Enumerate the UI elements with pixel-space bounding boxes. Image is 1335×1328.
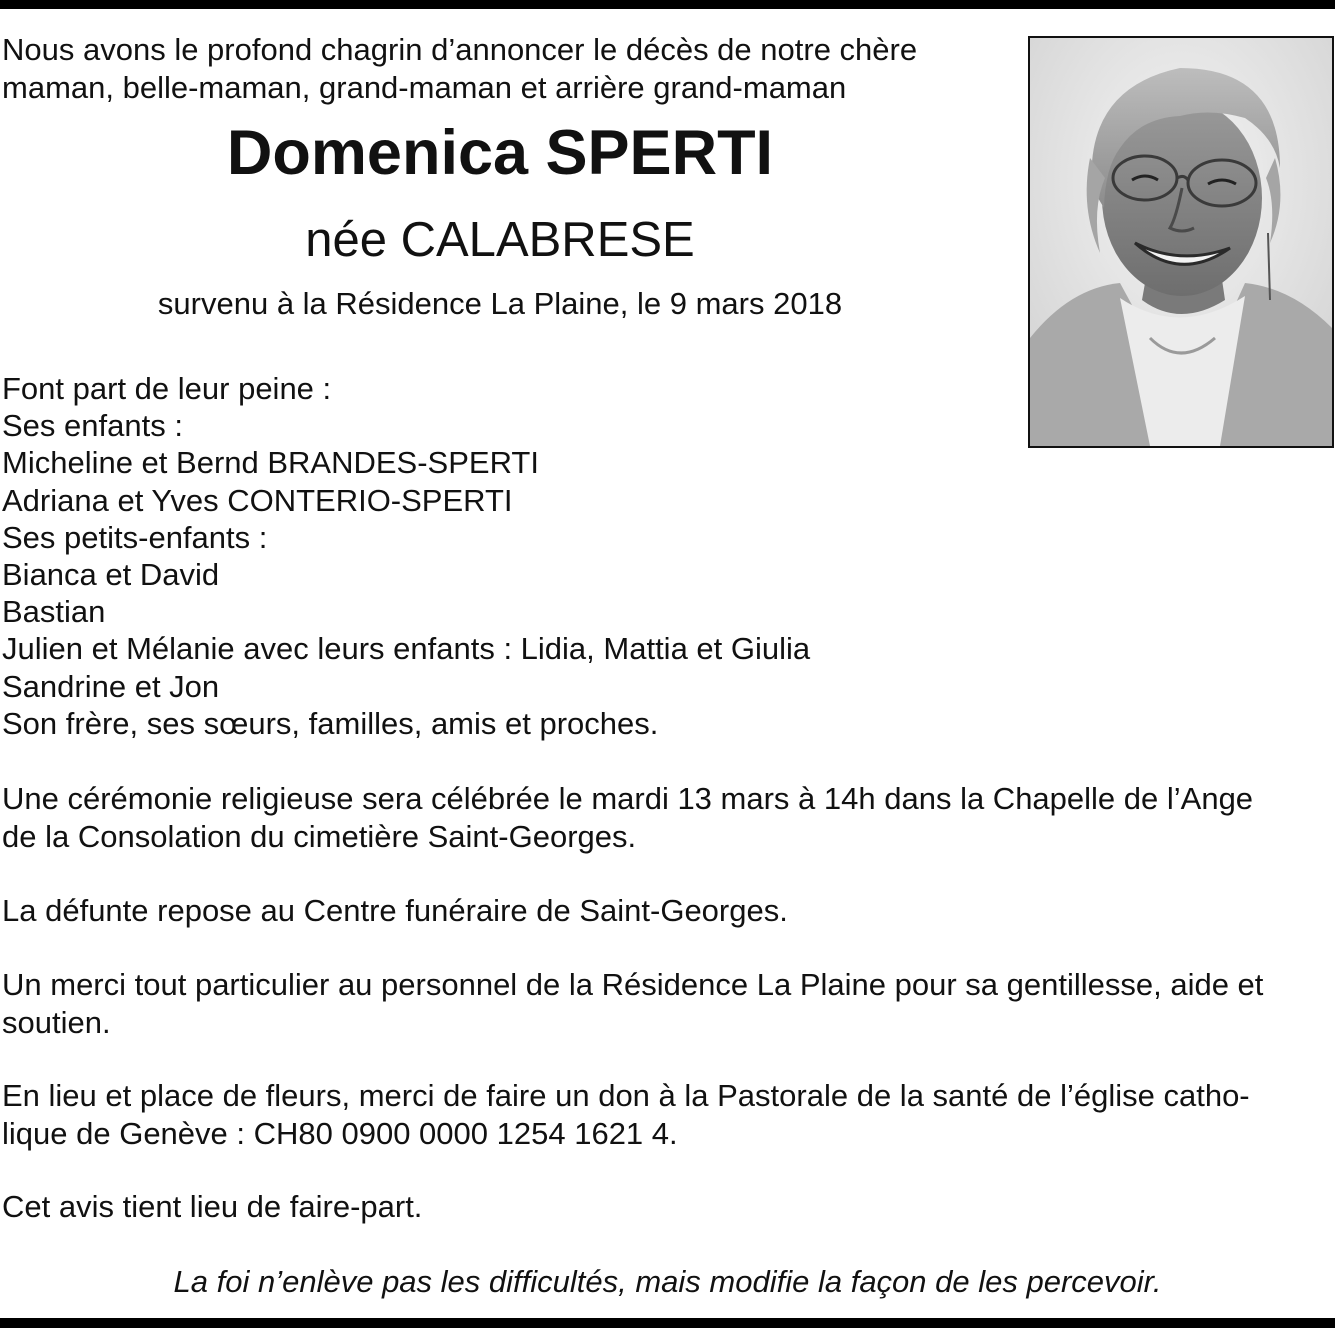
donation-line-2: lique de Genève : CH80 0900 0000 1254 1621 4. (2, 1115, 678, 1151)
family-list (2, 370, 1002, 742)
maiden-name: née CALABRESE (305, 213, 695, 267)
family-line: Julien et Mélanie avec leurs enfants : Lidia, Mattia et Giulia (2, 631, 811, 667)
ceremony-line-2: de la Consolation du cimetière Saint-Georges. (2, 818, 637, 854)
thanks-line-1: Un merci tout particulier au personnel de la Résidence La Plaine pour sa gentillesse, aide et (2, 967, 1264, 1002)
family-line: Micheline et Bernd BRANDES-SPERTI (2, 445, 539, 481)
intro-line-2: maman, belle-maman, grand-maman et arrière grand-maman (2, 70, 847, 105)
notice-paragraph (2, 1188, 1335, 1226)
top-rule (0, 0, 1335, 9)
notice-line: Cet avis tient lieu de faire-part. (2, 1189, 423, 1224)
family-line: Ses petits-enfants : (2, 519, 268, 555)
donation-line-1: En lieu et place de fleurs, merci de faire un don à la Pastorale de la santé de l’église catho- (2, 1078, 1250, 1113)
announcement-intro (2, 31, 1002, 107)
donation-paragraph (2, 1077, 1335, 1152)
family-line: Ses enfants : (2, 408, 183, 444)
family-line: Font part de leur peine : (2, 371, 332, 406)
portrait-illustration (1030, 38, 1332, 446)
portrait-photo (1028, 36, 1334, 448)
death-place-date: survenu à la Résidence La Plaine, le 9 mars 2018 (157, 286, 843, 321)
family-line: Adriana et Yves CONTERIO-SPERTI (2, 482, 513, 518)
family-line: Bianca et David (2, 557, 220, 593)
deceased-name: Domenica SPERTI (226, 118, 774, 188)
intro-line-1: Nous avons le profond chagrin d’annoncer le décès de notre chère (2, 32, 918, 67)
thanks-paragraph (2, 966, 1335, 1041)
closing-quote: La foi n’enlève pas les difficultés, mais modifie la façon de les percevoir. (173, 1264, 1162, 1299)
thanks-line-2: soutien. (2, 1004, 111, 1040)
ceremony-paragraph (2, 780, 1335, 855)
family-line: Sandrine et Jon (2, 668, 220, 704)
repose-line: La défunte repose au Centre funéraire de Saint-Georges. (2, 893, 788, 928)
family-line: Bastian (2, 594, 106, 630)
ceremony-line-1: Une cérémonie religieuse sera célébrée le mardi 13 mars à 14h dans la Chapelle de l’Ange (2, 781, 1254, 816)
bottom-rule (0, 1318, 1335, 1328)
family-line: Son frère, ses sœurs, familles, amis et proches. (2, 705, 659, 741)
repose-paragraph (2, 892, 1335, 930)
